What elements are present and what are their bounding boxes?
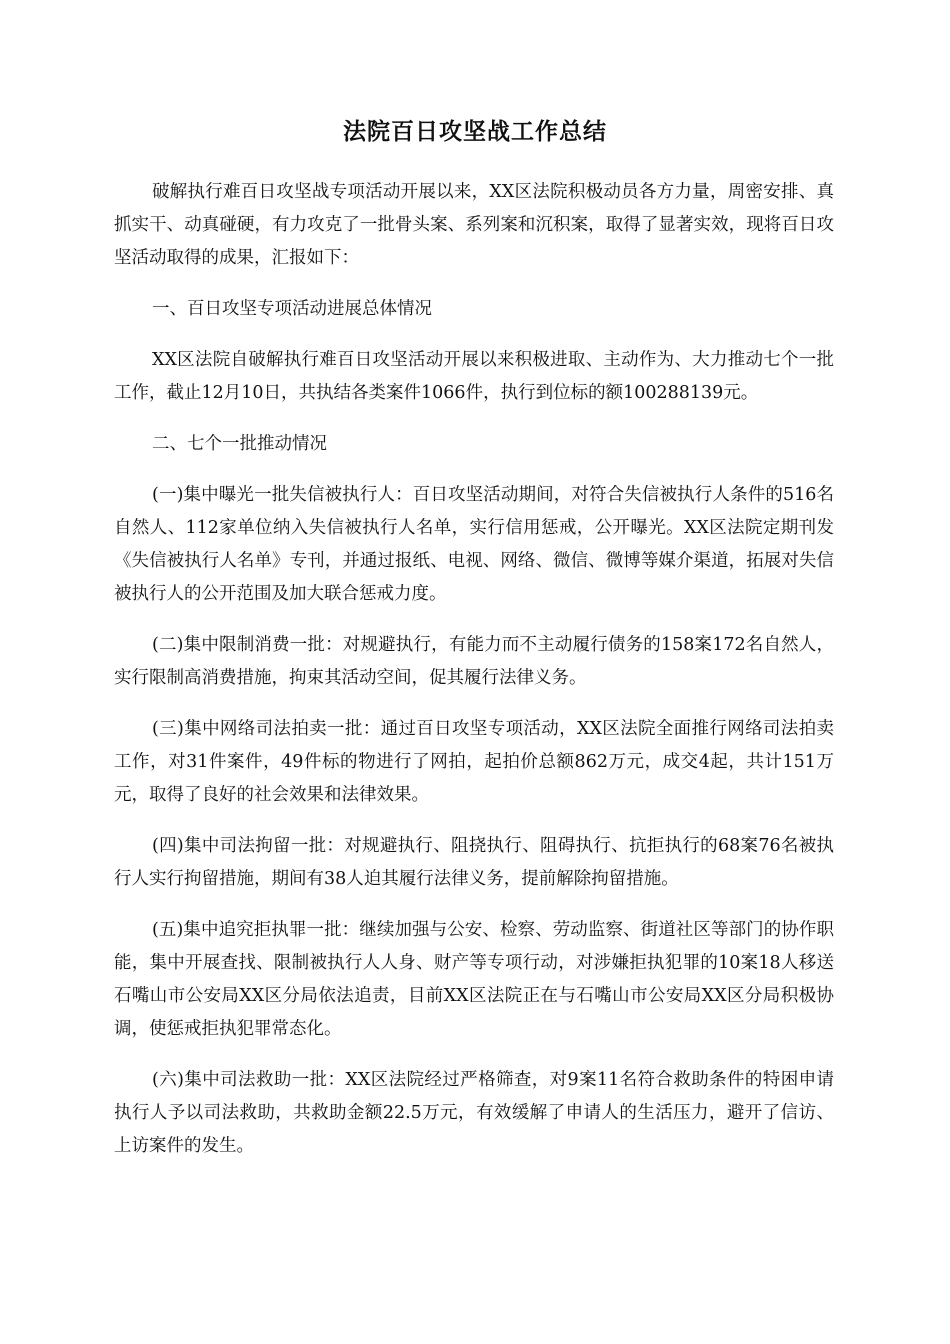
item-paragraph-consumption-limit: (二)集中限制消费一批：对规避执行，有能力而不主动履行债务的158案172名自然人，实行限制高消费措施，拘束其活动空间，促其履行法律义务。 <box>114 635 834 688</box>
item-paragraph-judicial-aid: (六)集中司法救助一批：XX区法院经过严格筛查，对9案11名符合救助条件的特困申请执行人予以司法救助，共救助金额22.5万元，有效缓解了申请人的生活压力，避开了信访、上访案件的发生。 <box>114 1070 834 1156</box>
section-heading-overview: 一、百日攻坚专项活动进展总体情况 <box>152 299 432 319</box>
item-paragraph-criminal-liability: (五)集中追究拒执罪一批：继续加强与公安、检察、劳动监察、街道社区等部门的协作职能，集中开展查找、限制被执行人人身、财产等专项行动，对涉嫌拒执犯罪的10案18人移送石嘴山市公安局XX区分局依法追责，目前XX区法院正在与石嘴山市公安局XX区分局积极协调，使惩戒拒执犯罪常态化。 <box>114 920 834 1039</box>
section-heading-seven-batches: 二、七个一批推动情况 <box>152 434 327 454</box>
overview-paragraph: XX区法院自破解执行难百日攻坚活动开展以来积极进取、主动作为、大力推动七个一批工作，截止12月10日，共执结各类案件1066件，执行到位标的额100288139元。 <box>114 350 834 403</box>
document-body <box>114 176 834 1181</box>
item-paragraph-online-auction: (三)集中网络司法拍卖一批：通过百日攻坚专项活动，XX区法院全面推行网络司法拍卖工作，对31件案件，49件标的物进行了网拍，起拍价总额862万元，成交4起，共计151万元，取得了良好的社会效果和法律效果。 <box>114 719 834 805</box>
item-paragraph-dishonest-exposure: (一)集中曝光一批失信被执行人：百日攻坚活动期间，对符合失信被执行人条件的516名自然人、112家单位纳入失信被执行人名单，实行信用惩戒，公开曝光。XX区法院定期刊发《失信被执行人名单》专刊，并通过报纸、电视、网络、微信、微博等媒介渠道，拓展对失信被执行人的公开范围及加大联合惩戒力度。 <box>114 485 834 604</box>
intro-paragraph: 破解执行难百日攻坚战专项活动开展以来，XX区法院积极动员各方力量，周密安排、真抓实干、动真碰硬，有力攻克了一批骨头案、系列案和沉积案，取得了显著实效，现将百日攻坚活动取得的成果，汇报如下： <box>114 182 834 268</box>
item-paragraph-judicial-detention: (四)集中司法拘留一批：对规避执行、阻挠执行、阻碍执行、抗拒执行的68案76名被执行人实行拘留措施，期间有38人迫其履行法律义务，提前解除拘留措施。 <box>114 836 834 889</box>
document-title: 法院百日攻坚战工作总结 <box>343 119 607 145</box>
